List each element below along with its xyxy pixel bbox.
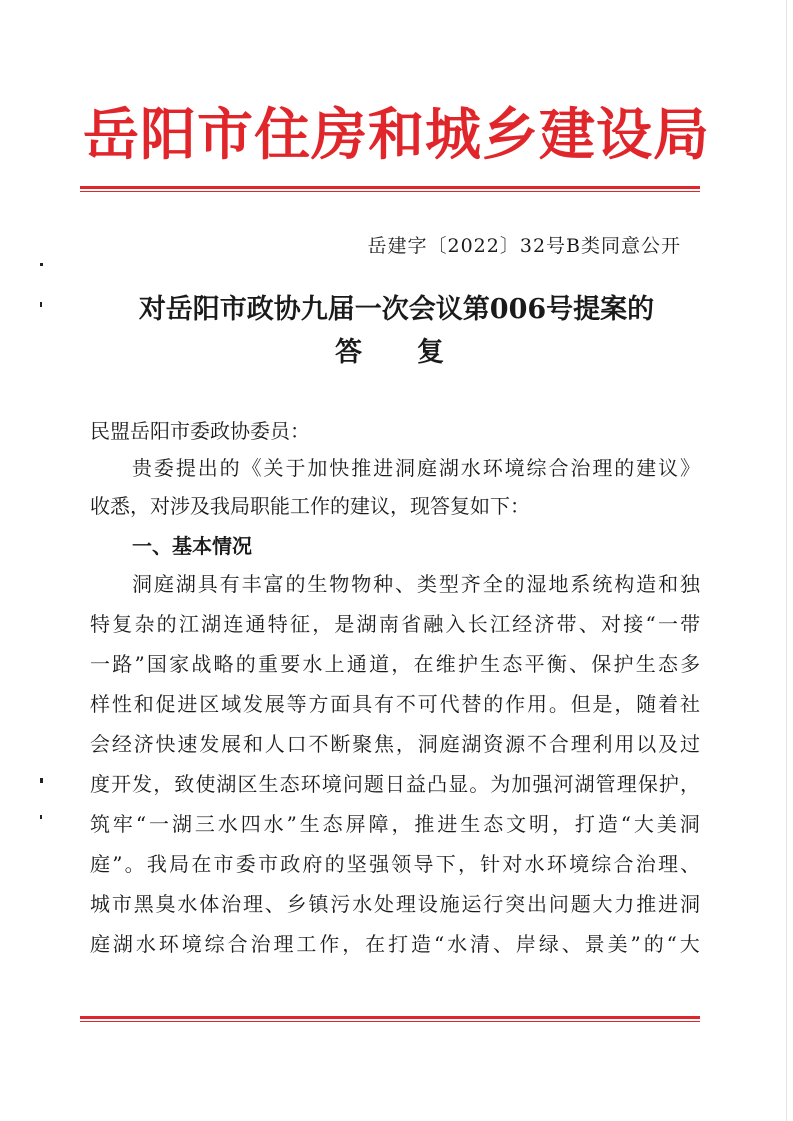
binding-mark bbox=[40, 263, 43, 266]
document-title-line-1: 对岳阳市政协九届一次会议第006号提案的 bbox=[138, 294, 655, 325]
paragraph-line: 度开发，致使湖区生态环境问题日益凸显。为加强河湖管理保护， bbox=[90, 772, 702, 796]
intro-line: 收悉，对涉及我局职能工作的建议，现答复如下： bbox=[90, 494, 530, 518]
paragraph-line: 洞庭湖具有丰富的生物物种、类型齐全的湿地系统构造和独 bbox=[132, 572, 702, 596]
paragraph-line: 会经济快速发展和人口不断聚焦，洞庭湖资源不合理利用以及过 bbox=[90, 732, 702, 756]
paragraph-line: 筑牢“一湖三水四水”生态屏障，推进生态文明，打造“大美洞 bbox=[90, 812, 703, 836]
binding-mark bbox=[40, 815, 42, 819]
document-number: 岳建字〔2022〕32号B类同意公开 bbox=[367, 235, 681, 257]
paragraph-line: 特复杂的江湖连通特征，是湖南省融入长江经济带、对接“一带 bbox=[90, 612, 703, 636]
paragraph-line: 庭湖水环境综合治理工作，在打造“水清、岸绿、景美”的“大 bbox=[90, 932, 703, 956]
letterhead-org-name: 岳阳市住房和城乡建设局 bbox=[83, 103, 710, 168]
paragraph-line: 一路”国家战略的重要水上通道，在维护生态平衡、保护生态多 bbox=[90, 652, 703, 676]
footer-rule bbox=[80, 1016, 700, 1023]
letterhead-rule bbox=[80, 186, 700, 193]
paragraph-line: 庭”。我局在市委市政府的坚强领导下，针对水环境综合治理、 bbox=[90, 852, 703, 876]
binding-mark bbox=[40, 778, 43, 783]
intro-line: 贵委提出的《关于加快推进洞庭湖水环境综合治理的建议》 bbox=[132, 456, 702, 480]
paragraph-line: 城市黑臭水体治理、乡镇污水处理设施运行突出问题大力推进洞 bbox=[90, 892, 702, 916]
paragraph-line: 样性和促进区域发展等方面具有不可代替的作用。但是，随着社 bbox=[90, 692, 702, 716]
salutation: 民盟岳阳市委政协委员： bbox=[90, 419, 310, 443]
document-title-line-2: 答 复 bbox=[335, 337, 458, 368]
section-heading: 一、基本情况 bbox=[132, 534, 252, 558]
